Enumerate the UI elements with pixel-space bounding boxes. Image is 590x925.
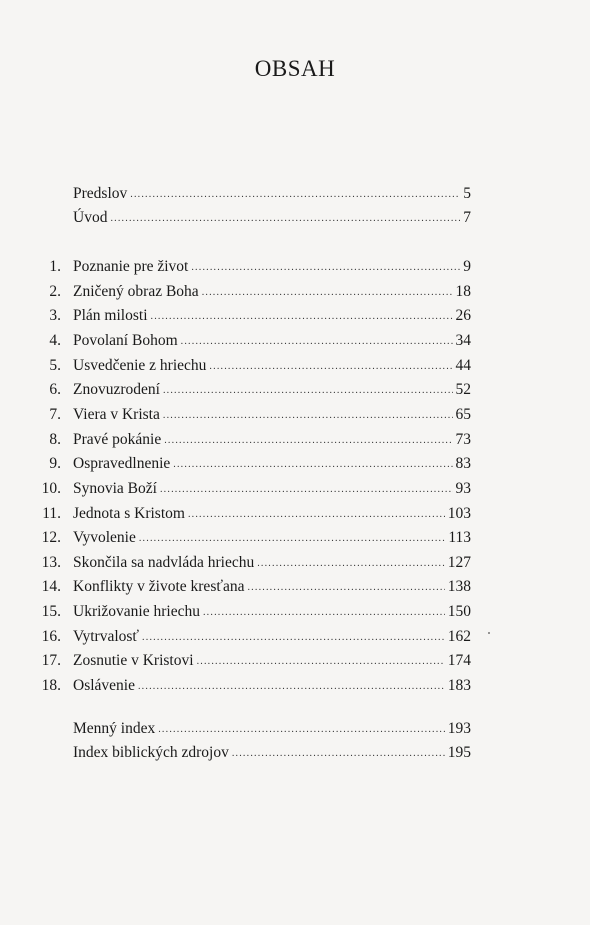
toc-entry bbox=[0, 601, 590, 623]
toc-entry bbox=[0, 552, 590, 574]
chapter-number: 9. bbox=[49, 455, 61, 473]
page-number: 193 bbox=[447, 720, 471, 737]
entry-title: Povolaní Bohom bbox=[73, 331, 178, 349]
dot-leader bbox=[197, 651, 445, 673]
entry-title: Zosnutie v Kristovi bbox=[73, 652, 194, 670]
dot-leader bbox=[110, 208, 460, 230]
page-number: 113 bbox=[448, 529, 471, 547]
dot-leader bbox=[151, 306, 453, 328]
dot-leader bbox=[163, 405, 453, 427]
entry-title: Ukrižovanie hriechu bbox=[73, 603, 200, 621]
toc-entry bbox=[0, 675, 590, 697]
dot-leader bbox=[138, 676, 445, 698]
chapter-number: 15. bbox=[41, 603, 61, 621]
toc-entry bbox=[0, 576, 590, 598]
dot-leader bbox=[257, 553, 445, 575]
entry-title: Skončila sa nadvláda hriechu bbox=[73, 553, 255, 571]
chapter-number: 13. bbox=[41, 553, 61, 571]
entry-title: Index biblických zdrojov bbox=[73, 744, 229, 761]
toc-entry bbox=[0, 281, 590, 303]
toc-entry bbox=[0, 626, 590, 648]
toc-entry bbox=[0, 503, 590, 525]
entry-title: Menný index bbox=[73, 720, 156, 737]
toc-entry bbox=[0, 453, 590, 475]
entry-title: Viera v Krista bbox=[73, 405, 160, 423]
entry-title: Usvedčenie z hriechu bbox=[73, 356, 207, 374]
dot-leader bbox=[202, 282, 453, 304]
chapter-number: 18. bbox=[41, 677, 61, 695]
dot-leader bbox=[163, 380, 453, 402]
chapter-number: 12. bbox=[41, 529, 61, 547]
entry-title: Synovia Boží bbox=[73, 479, 157, 497]
toc-entry bbox=[0, 429, 590, 451]
entry-title: Oslávenie bbox=[73, 677, 135, 695]
toc-entry bbox=[0, 330, 590, 352]
entry-title: Poznanie pre život bbox=[73, 258, 189, 275]
page-number: 5 bbox=[463, 185, 471, 202]
dot-leader bbox=[203, 602, 445, 624]
page-number: 26 bbox=[455, 307, 471, 325]
page-number: 93 bbox=[455, 479, 471, 497]
toc-entry bbox=[0, 527, 590, 549]
dot-leader bbox=[164, 430, 452, 452]
dot-leader bbox=[209, 356, 452, 378]
dot-leader bbox=[130, 184, 460, 206]
toc-entry bbox=[0, 742, 590, 764]
page-number: 162 bbox=[447, 627, 471, 645]
page-number: 183 bbox=[447, 677, 471, 695]
entry-title: Ospravedlnenie bbox=[73, 455, 171, 473]
entry-title: Konflikty v živote kresťana bbox=[73, 578, 245, 596]
entry-title: Znovuzrodení bbox=[73, 381, 160, 399]
chapter-number: 1. bbox=[49, 258, 61, 275]
dot-leader bbox=[160, 479, 453, 501]
toc-entry bbox=[0, 355, 590, 377]
chapter-number: 14. bbox=[41, 578, 61, 596]
entry-title: Predslov bbox=[73, 185, 128, 202]
chapter-number: 2. bbox=[49, 282, 61, 300]
entry-title: Vyvolenie bbox=[73, 529, 136, 547]
toc-entry bbox=[0, 305, 590, 327]
page-number: 83 bbox=[455, 455, 471, 473]
paper-speck bbox=[488, 632, 490, 634]
chapter-number: 3. bbox=[49, 307, 61, 325]
entry-title: Plán milosti bbox=[73, 307, 148, 325]
page-number: 150 bbox=[447, 603, 471, 621]
chapter-number: 7. bbox=[49, 405, 61, 423]
entry-title: Zničený obraz Boha bbox=[73, 282, 199, 300]
page-number: 73 bbox=[455, 430, 471, 448]
dot-leader bbox=[247, 577, 444, 599]
chapter-number: 4. bbox=[49, 331, 61, 349]
page-number: 18 bbox=[455, 282, 471, 300]
page-number: 138 bbox=[447, 578, 471, 596]
toc-entry bbox=[0, 379, 590, 401]
page-number: 7 bbox=[463, 209, 471, 226]
dot-leader bbox=[181, 331, 453, 353]
chapter-number: 16. bbox=[41, 627, 61, 645]
dot-leader bbox=[188, 504, 445, 526]
page-number: 34 bbox=[455, 331, 471, 349]
chapter-number: 11. bbox=[42, 504, 61, 522]
toc-entry bbox=[0, 478, 590, 500]
chapter-number: 17. bbox=[41, 652, 61, 670]
chapter-number: 5. bbox=[49, 356, 61, 374]
page-title: OBSAH bbox=[254, 56, 336, 81]
toc-entry bbox=[0, 183, 590, 205]
toc-entry bbox=[0, 256, 590, 278]
dot-leader bbox=[139, 528, 445, 550]
chapter-number: 6. bbox=[49, 381, 61, 399]
toc-entry bbox=[0, 207, 590, 229]
toc-entry bbox=[0, 404, 590, 426]
dot-leader bbox=[142, 627, 445, 649]
dot-leader bbox=[158, 719, 445, 741]
dot-leader bbox=[173, 454, 452, 476]
dot-leader bbox=[191, 257, 460, 279]
entry-title: Úvod bbox=[73, 209, 108, 226]
entry-title: Vytrvalosť bbox=[73, 627, 140, 645]
page-number: 174 bbox=[447, 652, 471, 670]
page-number: 65 bbox=[455, 405, 471, 423]
page-number: 127 bbox=[447, 553, 471, 571]
chapter-number: 10. bbox=[41, 479, 61, 497]
entry-title: Pravé pokánie bbox=[73, 430, 162, 448]
toc-entry bbox=[0, 718, 590, 740]
page-number: 44 bbox=[455, 356, 471, 374]
page-number: 9 bbox=[463, 258, 471, 275]
toc-entry bbox=[0, 650, 590, 672]
page-number: 103 bbox=[447, 504, 471, 522]
entry-title: Jednota s Kristom bbox=[73, 504, 185, 522]
page-number: 195 bbox=[447, 744, 471, 761]
dot-leader bbox=[232, 743, 445, 765]
chapter-number: 8. bbox=[49, 430, 61, 448]
page-number: 52 bbox=[455, 381, 471, 399]
